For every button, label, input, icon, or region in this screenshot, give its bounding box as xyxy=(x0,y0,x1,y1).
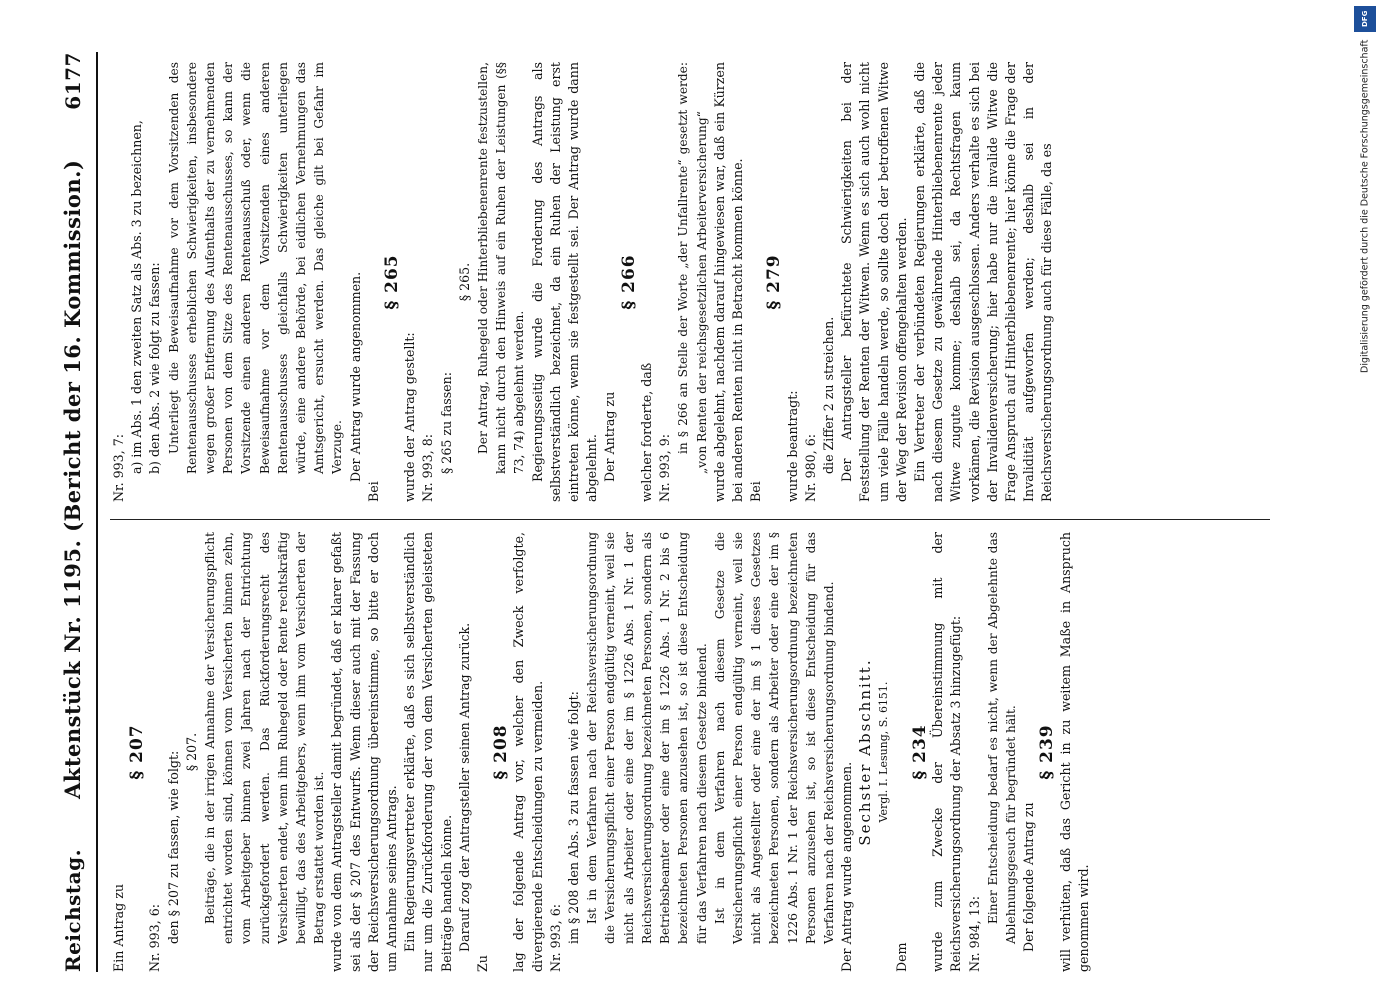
paragraph-l24: Einer Entscheidung bedarf es nicht, wenn der Abgelehnte das Ablehnungsgesuch für begründet hält. xyxy=(985,532,1018,944)
paragraph-l27: will verhüten, daß das Gericht in zu weitem Maße in Anspruch genommen wird. xyxy=(1057,532,1091,972)
paragraph-r25: Der Antragsteller befürchtete Schwierigkeiten bei der Feststellung der Renten der Witwen. Wenn es sich auch wohl nicht um viele Fälle handeln werde, so sollte doch der betroffenen Witwe der Weg der Revision offengehalten werden. xyxy=(839,62,909,502)
paragraph-r3: b) den Abs. 2 wie folgt zu fassen: xyxy=(147,262,163,474)
section-heading-l11: § 208 xyxy=(491,724,512,780)
paragraph-l8: Ein Regierungsvertreter erklärte, daß es sich selbstverständlich nur um die Zurückforderung der von dem Versicherten geleisteten Beiträge handeln könne. xyxy=(402,532,454,972)
section-heading-l26: § 239 xyxy=(1037,724,1058,780)
paragraph-r1: Nr. 993, 7: xyxy=(111,434,126,502)
paragraph-l18: Sechster Abschnitt. xyxy=(856,658,875,846)
paragraph-l16: Ist in dem Verfahren nach diesem Gesetze die Versicherungspflicht einer Person endgültig verneint, weil sie nicht als Angestellter oder eine der im § 1 dieses Gesetzes bezeichneten Personen, sondern als Arbeiter oder eine der im § 1226 Abs. 1 Nr. 1 der Reichsversicherungsordnung bezeichneten Personen anzusehen ist, so ist diese Entscheidung für das Verfahren nach der Reichsversicherungsordnung bindend. xyxy=(712,532,836,944)
paragraph-l9: Darauf zog der Antragsteller seinen Antrag zurück. xyxy=(456,622,472,952)
paragraph-l10: Zu xyxy=(475,955,491,972)
paragraph-r11: § 265. xyxy=(456,262,472,302)
section-heading-l21: § 234 xyxy=(909,724,930,780)
paragraph-r2: a) im Abs. 1 den zweiten Satz als Abs. 3 zu bezeichnen, xyxy=(129,120,145,474)
paragraph-r16: welcher forderte, daß xyxy=(638,362,654,502)
paragraph-r5: Der Antrag wurde angenommen. xyxy=(347,271,363,482)
paragraph-l4: den § 207 zu fassen, wie folgt: xyxy=(165,750,181,944)
section-heading-r15: § 266 xyxy=(618,254,639,310)
paragraph-r19: wurde abgelehnt, nachdem darauf hingewiesen war, daß ein Kürzen bei anderen Renten nicht in Betracht kommen könne. xyxy=(711,62,745,502)
paragraph-l5: § 207. xyxy=(183,732,199,772)
paragraph-l3: Nr. 993, 6: xyxy=(147,904,163,972)
paragraph-r24: die Ziffer 2 zu streichen. xyxy=(820,316,836,474)
header-title: Aktenstück Nr. 1195. (Bericht der 16. Kommission.) xyxy=(60,159,85,800)
paragraph-r12: Der Antrag, Ruhegeld oder Hinterbliebenenrente festzustellen, kann nicht durch den Hinweis auf ein Ruhen der Leistungen (§§ 73, 74) abgelehnt werden. xyxy=(476,62,527,474)
paragraph-l19: Vergl. I. Lesung, S. 6151. xyxy=(876,681,890,823)
paragraph-l17: Der Antrag wurde angenommen. xyxy=(839,761,855,972)
paragraph-r26: Ein Vertreter der verbündeten Regierungen erklärte, daß die nach diesem Gesetze zu gewährende Hinterbliebenenrente jeder Witwe zugute komme; deshalb sei, da Rechtsfragen kaum vorkämen, die Revision ausgeschlossen. Anders verhalte es sich bei der Invalidenversicherung; hier habe nur die invalide Witwe die Frage Anspruch auf Hinterbliebenenrente; hier könne die Frage der Invalidität aufgeworfen werden; deshalb sei in der Reichsversicherungsordnung auch für diese Fälle, da es xyxy=(911,62,1055,502)
paragraph-l7: wurde von dem Antragsteller damit begründet, daß er klarer gefaßt sei als der § 207 des Entwurfs. Wenn dieser auch mit der Fassung der Reichsversicherungsordnung übereinstimme, so bitte er doch um Annahme seines Antrags. xyxy=(329,532,400,972)
paragraph-l1: Ein Antrag zu xyxy=(111,884,126,972)
paragraph-l14: im § 208 den Abs. 3 zu fassen wie folgt: xyxy=(566,691,582,944)
paragraph-r14: Der Antrag zu xyxy=(602,391,618,482)
paragraph-l12: lag der folgende Antrag vor, welcher den Zweck verfolgte, divergierende Entscheidungen zu vermeiden. xyxy=(511,532,545,972)
paragraph-l23: Nr. 984, 13: xyxy=(966,896,982,972)
paragraph-r10: § 265 zu fassen: xyxy=(438,372,454,474)
paragraph-r23: Nr. 980, 6: xyxy=(802,434,818,502)
left-column xyxy=(110,532,1270,972)
paragraph-l13: Nr. 993, 6: xyxy=(547,904,563,972)
header-left: Reichstag. xyxy=(61,848,85,972)
section-heading-r21: § 279 xyxy=(764,254,785,310)
paragraph-r6: Bei xyxy=(365,481,381,502)
paragraph-r9: Nr. 993, 8: xyxy=(420,434,436,502)
running-head xyxy=(60,52,96,972)
paragraph-l6: Beiträge, die in der irrigen Annahme der Versicherungspflicht entrichtet worden sind, können vom Versicherten binnen zehn, vom Arbeitgeber binnen zwei Jahren nach der Entrichtung zurückgefordert werden. Das Rückforderungsrecht des Versicherten endet, wenn ihm Ruhegeld oder Rente rechtskräftig bewilligt, das des Arbeitgebers, wenn ihm vom Versicherten der Betrag erstattet worden ist. xyxy=(203,532,327,944)
paragraph-l25: Der folgende Antrag zu xyxy=(1021,802,1037,952)
digitization-note: Digitalisierung gefördert durch die Deutsche Forschungsgemeinschaft xyxy=(1359,40,1371,374)
paragraph-l20: Dem xyxy=(893,942,909,972)
right-column xyxy=(110,62,1270,502)
paragraph-l22: wurde zum Zwecke der Übereinstimmung mit der Reichsversicherungsordnung der Absatz 3 hinzugefügt: xyxy=(930,532,964,972)
paragraph-l15: Ist in dem Verfahren nach der Reichsversicherungsordnung die Versicherungspflicht einer Person endgültig verneint, weil sie nicht als Arbeiter oder eine der im § 1226 Abs. 1 Nr. 1 der Reichsversicherungsordnung bezeichneten Personen, sondern als Betriebsbeamter oder eine der im § 1226 Abs. 1 Nr. 2 bis 6 bezeichneten Personen anzusehen ist, so ist diese Entscheidung für das Verfahren nach diesem Gesetze bindend. xyxy=(585,532,709,944)
paragraph-r8: wurde der Antrag gestellt: xyxy=(402,332,418,502)
paragraph-r18: in § 266 an Stelle der Worte „der Unfallrente“ gesetzt werde: „von Renten der reichsgesetzlichen Arbeiterversicherung“ xyxy=(676,62,709,474)
section-heading-l2: § 207 xyxy=(127,724,148,780)
paragraph-r4: Unterliegt die Beweisaufnahme vor dem Vorsitzenden des Rentenausschusses erheblichen Schwierigkeiten, insbesondere wegen großer Entfernung des Aufenthalts der zu vernehmenden Personen von dem Sitze des Rentenausschusses, so kann der Vorsitzende einen anderen Rentenausschuß oder, wenn die Beweisaufnahme vor dem Vorsitzenden eines anderen Rentenausschusses gleichfalls Schwierigkeiten unterliegen würde, eine andere Behörde, bei eidlichen Vernehmungen das Amtsgericht, ersucht werden. Das gleiche gilt bei Gefahr im Verzuge. xyxy=(166,62,345,474)
paragraph-r13: Regierungsseitig wurde die Forderung des Antrags als selbstverständlich bezeichnet, da ein Ruhen der Leistung erst eintreten könne, wenn sie festgestellt sei. Der Antrag wurde dann abgelehnt. xyxy=(529,62,600,502)
page-number: 6177 xyxy=(61,52,85,110)
section-heading-r7: § 265 xyxy=(382,254,403,310)
paragraph-r17: Nr. 993, 9: xyxy=(657,434,673,502)
paragraph-r22: wurde beantragt: xyxy=(784,390,800,502)
dfg-logo: DFG xyxy=(1354,6,1376,32)
header-rule xyxy=(96,52,98,972)
column-divider xyxy=(110,519,1270,520)
paragraph-r20: Bei xyxy=(748,481,764,502)
